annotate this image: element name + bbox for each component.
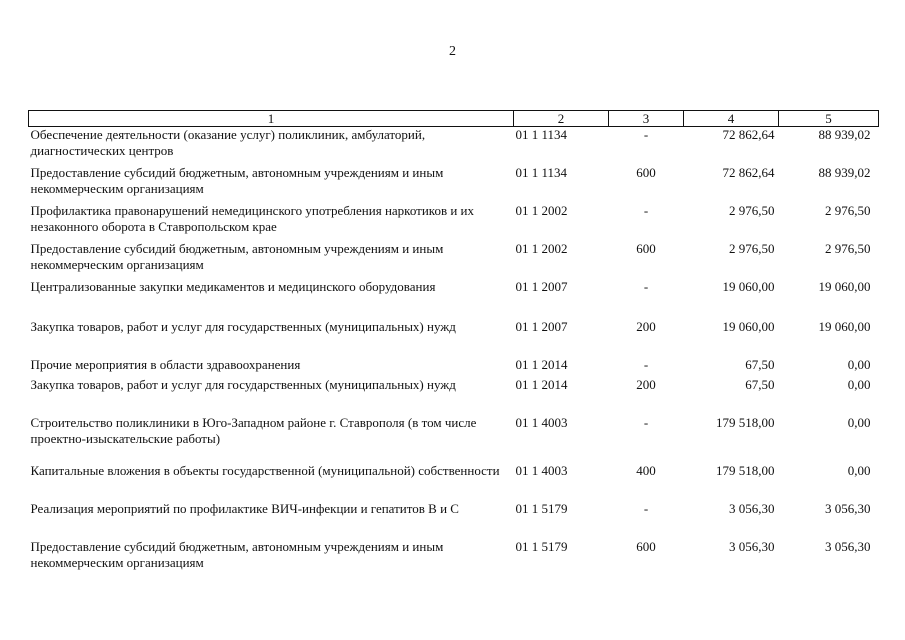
row-expense-type: - bbox=[643, 127, 649, 142]
header-col-3: 3 bbox=[609, 111, 684, 127]
row-name: Реализация мероприятий по профилактике ВИЧ-инфекции и гепатитов В и С bbox=[30, 501, 459, 516]
row-name: Закупка товаров, работ и услуг для государственных (муниципальных) нужд bbox=[30, 319, 456, 334]
row-sum-col4: 67,50 bbox=[745, 377, 775, 392]
row-sum-col5: 0,00 bbox=[847, 357, 871, 372]
row-name: Обеспечение деятельности (оказание услуг) поликлиник, амбулаторий, диагностических центров bbox=[30, 127, 426, 158]
header-col-4: 4 bbox=[684, 111, 779, 127]
row-sum-col5: 2 976,50 bbox=[825, 203, 871, 218]
row-expense-type: 600 bbox=[636, 539, 656, 554]
table-row bbox=[29, 165, 879, 203]
row-sum-col4: 19 060,00 bbox=[722, 279, 775, 294]
row-sum-col5: 88 939,02 bbox=[818, 165, 871, 180]
page-number: 2 bbox=[449, 44, 456, 59]
row-code: 01 1 4003 bbox=[515, 415, 568, 430]
row-expense-type: - bbox=[643, 357, 649, 372]
row-sum-col4: 2 976,50 bbox=[729, 203, 775, 218]
table-row bbox=[29, 319, 879, 357]
row-code: 01 1 5179 bbox=[515, 539, 568, 554]
table-body bbox=[29, 127, 879, 578]
table-header bbox=[29, 111, 879, 127]
row-code: 01 1 1134 bbox=[515, 165, 568, 180]
row-sum-col4: 72 862,64 bbox=[722, 165, 775, 180]
header-row bbox=[29, 111, 879, 127]
row-code: 01 1 2002 bbox=[515, 241, 568, 256]
row-name: Капитальные вложения в объекты государственной (муниципальной) собственности bbox=[30, 463, 500, 478]
row-code: 01 1 2014 bbox=[515, 357, 568, 372]
row-code: 01 1 5179 bbox=[515, 501, 568, 516]
row-code: 01 1 2002 bbox=[515, 203, 568, 218]
row-sum-col5: 19 060,00 bbox=[818, 319, 871, 334]
table-row bbox=[29, 377, 879, 415]
row-name: Предоставление субсидий бюджетным, автономным учреждениям и иным некоммерческим организациям bbox=[30, 241, 444, 272]
table-row bbox=[29, 241, 879, 279]
row-code: 01 1 2007 bbox=[515, 319, 568, 334]
header-col-1: 1 bbox=[29, 111, 514, 127]
row-sum-col5: 88 939,02 bbox=[818, 127, 871, 142]
budget-table bbox=[28, 110, 879, 577]
row-sum-col4: 3 056,30 bbox=[729, 501, 775, 516]
row-sum-col5: 0,00 bbox=[847, 463, 871, 478]
row-name: Прочие мероприятия в области здравоохранения bbox=[30, 357, 301, 372]
row-sum-col5: 2 976,50 bbox=[825, 241, 871, 256]
row-expense-type: 400 bbox=[636, 463, 656, 478]
row-expense-type: - bbox=[643, 501, 649, 516]
header-col-5: 5 bbox=[779, 111, 879, 127]
header-col-2: 2 bbox=[514, 111, 609, 127]
row-name: Профилактика правонарушений немедицинского употребления наркотиков и их незаконного оборота в Ставропольском крае bbox=[30, 203, 475, 234]
row-sum-col4: 2 976,50 bbox=[729, 241, 775, 256]
row-sum-col5: 3 056,30 bbox=[825, 501, 871, 516]
row-sum-col4: 179 518,00 bbox=[716, 415, 775, 430]
row-code: 01 1 4003 bbox=[515, 463, 568, 478]
row-sum-col5: 3 056,30 bbox=[825, 539, 871, 554]
table-row bbox=[29, 127, 879, 166]
row-sum-col5: 0,00 bbox=[847, 377, 871, 392]
row-expense-type: - bbox=[643, 279, 649, 294]
row-code: 01 1 1134 bbox=[515, 127, 568, 142]
row-sum-col5: 0,00 bbox=[847, 415, 871, 430]
table-row bbox=[29, 539, 879, 577]
row-name: Централизованные закупки медикаментов и медицинского оборудования bbox=[30, 279, 436, 294]
table-row bbox=[29, 279, 879, 319]
table-row bbox=[29, 501, 879, 539]
row-sum-col5: 19 060,00 bbox=[818, 279, 871, 294]
row-expense-type: - bbox=[643, 415, 649, 430]
table-row bbox=[29, 415, 879, 463]
row-expense-type: 600 bbox=[636, 165, 656, 180]
row-sum-col4: 67,50 bbox=[745, 357, 775, 372]
row-code: 01 1 2007 bbox=[515, 279, 568, 294]
row-name: Предоставление субсидий бюджетным, автономным учреждениям и иным некоммерческим организациям bbox=[30, 539, 444, 570]
row-expense-type: 200 bbox=[636, 377, 656, 392]
table-row bbox=[29, 203, 879, 241]
row-expense-type: 200 bbox=[636, 319, 656, 334]
row-sum-col4: 179 518,00 bbox=[716, 463, 775, 478]
row-sum-col4: 72 862,64 bbox=[722, 127, 775, 142]
table-row bbox=[29, 463, 879, 501]
row-name: Предоставление субсидий бюджетным, автономным учреждениям и иным некоммерческим организациям bbox=[30, 165, 444, 196]
table-row bbox=[29, 357, 879, 377]
row-expense-type: - bbox=[643, 203, 649, 218]
row-name: Закупка товаров, работ и услуг для государственных (муниципальных) нужд bbox=[30, 377, 456, 392]
row-sum-col4: 3 056,30 bbox=[729, 539, 775, 554]
row-name: Строительство поликлиники в Юго-Западном районе г. Ставрополя (в том числе проектно-изыскательские работы) bbox=[30, 415, 477, 446]
row-sum-col4: 19 060,00 bbox=[722, 319, 775, 334]
row-code: 01 1 2014 bbox=[515, 377, 568, 392]
row-expense-type: 600 bbox=[636, 241, 656, 256]
